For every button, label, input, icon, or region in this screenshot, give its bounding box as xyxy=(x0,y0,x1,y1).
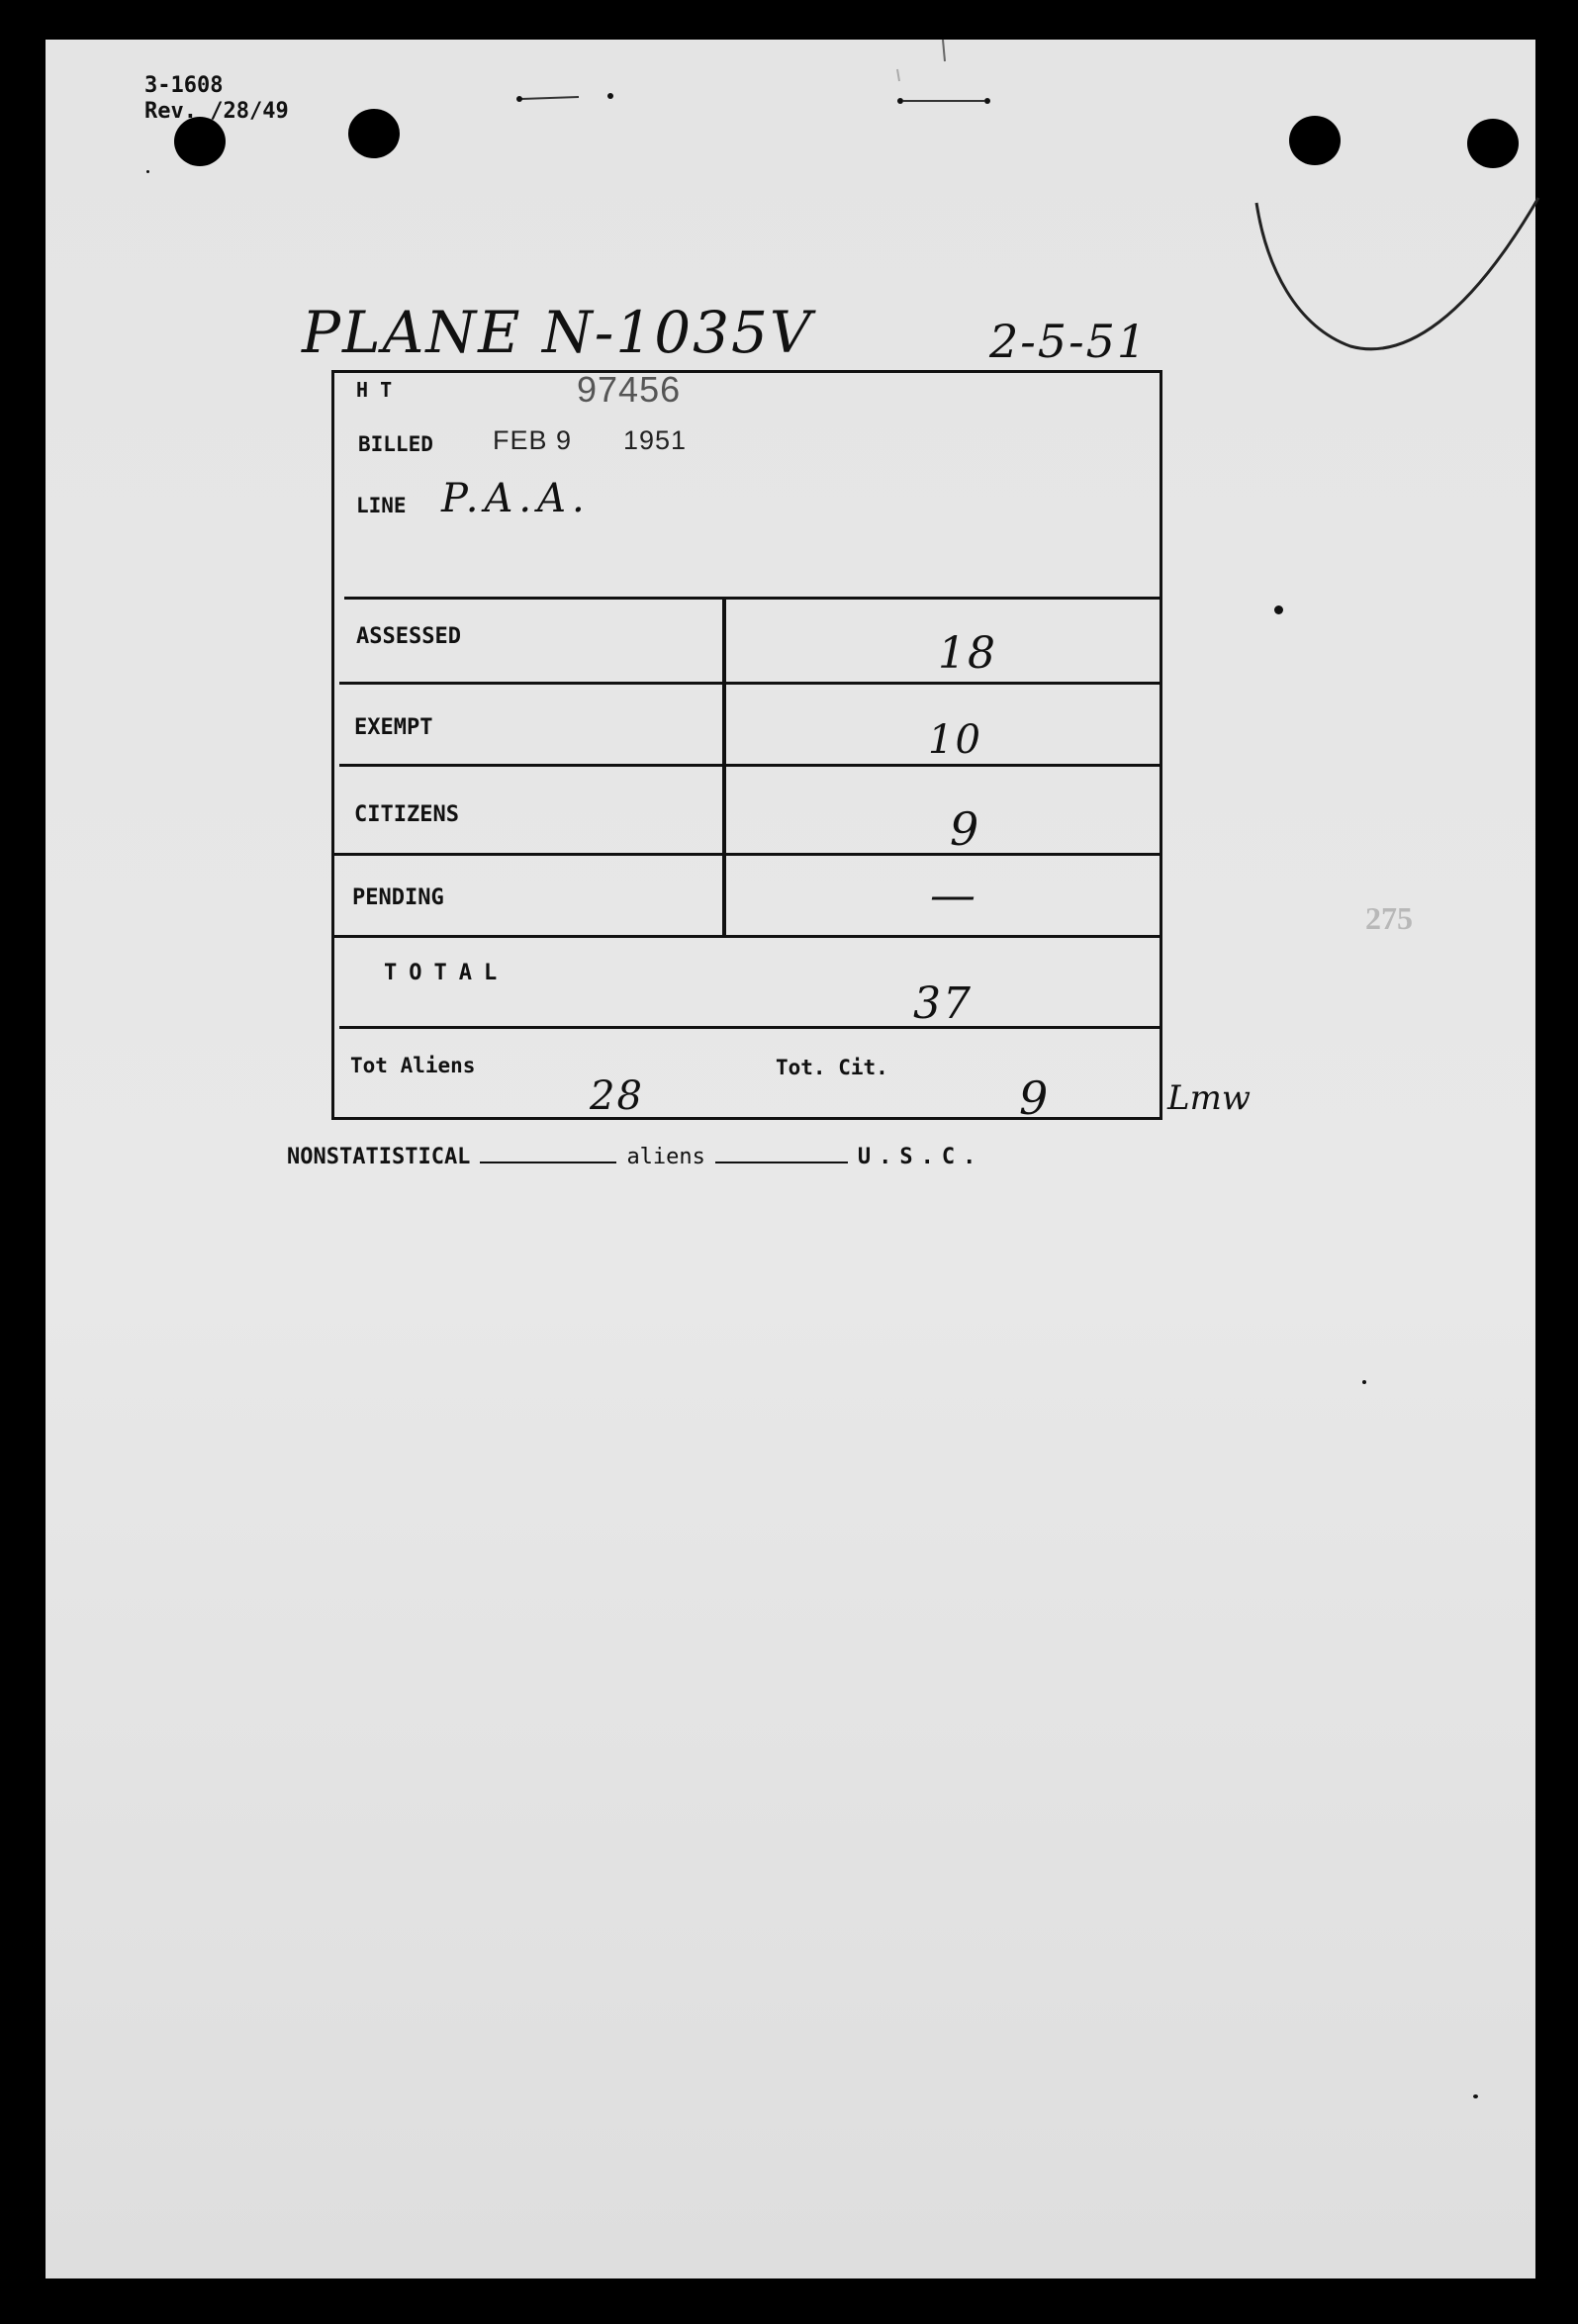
usc-label: U.S.C. xyxy=(857,1145,984,1169)
billed-year: 1951 xyxy=(623,425,688,455)
assessed-value: 18 xyxy=(938,628,997,679)
total-value: 37 xyxy=(913,978,973,1029)
column-divider xyxy=(722,597,726,936)
nonstatistical-label: NONSTATISTICAL xyxy=(287,1145,471,1169)
citizens-label: CITIZENS xyxy=(354,802,459,827)
ht-label: H T xyxy=(356,378,393,402)
stray-mark xyxy=(1362,1380,1366,1384)
citizens-value: 9 xyxy=(950,802,981,856)
nonstatistical-line xyxy=(287,1145,983,1169)
divider-total xyxy=(339,1026,1160,1029)
tot-aliens-value: 28 xyxy=(590,1073,644,1119)
tot-cit-label: Tot. Cit. xyxy=(776,1056,888,1079)
stray-mark xyxy=(146,170,149,173)
divider-citizens xyxy=(334,853,1160,856)
stray-mark xyxy=(1274,605,1283,614)
tot-cit-value: 9 xyxy=(1019,1071,1051,1125)
assessed-label: ASSESSED xyxy=(356,624,461,649)
punch-hole-left xyxy=(348,109,400,158)
pending-value: — xyxy=(930,868,977,921)
aliens-label: aliens xyxy=(626,1145,705,1169)
check-mark-icon xyxy=(1242,188,1558,366)
top-center-marks xyxy=(510,30,1024,119)
billed-month-day: FEB 9 xyxy=(493,425,573,455)
divider-top-section xyxy=(344,597,1160,600)
punch-hole-far-right xyxy=(1467,119,1519,168)
handwritten-date: 2-5-51 xyxy=(989,315,1149,368)
line-value: P.A.A. xyxy=(441,476,591,521)
exempt-label: EXEMPT xyxy=(354,715,433,740)
initials: Lmw xyxy=(1167,1078,1251,1118)
exempt-value: 10 xyxy=(928,717,982,763)
usc-blank xyxy=(715,1152,848,1163)
punch-hole-right xyxy=(1289,116,1341,165)
ht-number: 97456 xyxy=(577,369,682,410)
form-number: 3-1608 xyxy=(144,73,224,98)
plane-number: PLANE N-1035V xyxy=(302,299,813,366)
manifest-summary-form xyxy=(331,369,1162,1125)
faint-page-number: 275 xyxy=(1365,900,1413,936)
stray-mark xyxy=(1473,2094,1478,2098)
divider-pending xyxy=(334,935,1160,938)
line-label: LINE xyxy=(356,494,407,517)
tot-aliens-label: Tot Aliens xyxy=(350,1054,476,1077)
punch-hole-left-top xyxy=(174,117,226,166)
billed-label: BILLED xyxy=(358,432,433,456)
pending-label: PENDING xyxy=(352,885,444,910)
divider-exempt xyxy=(339,764,1160,767)
nonstatistical-aliens-blank xyxy=(480,1152,616,1163)
form-revision: Rev. /28/49 xyxy=(144,99,289,124)
divider-assessed xyxy=(339,682,1160,685)
total-label: TOTAL xyxy=(384,961,510,985)
